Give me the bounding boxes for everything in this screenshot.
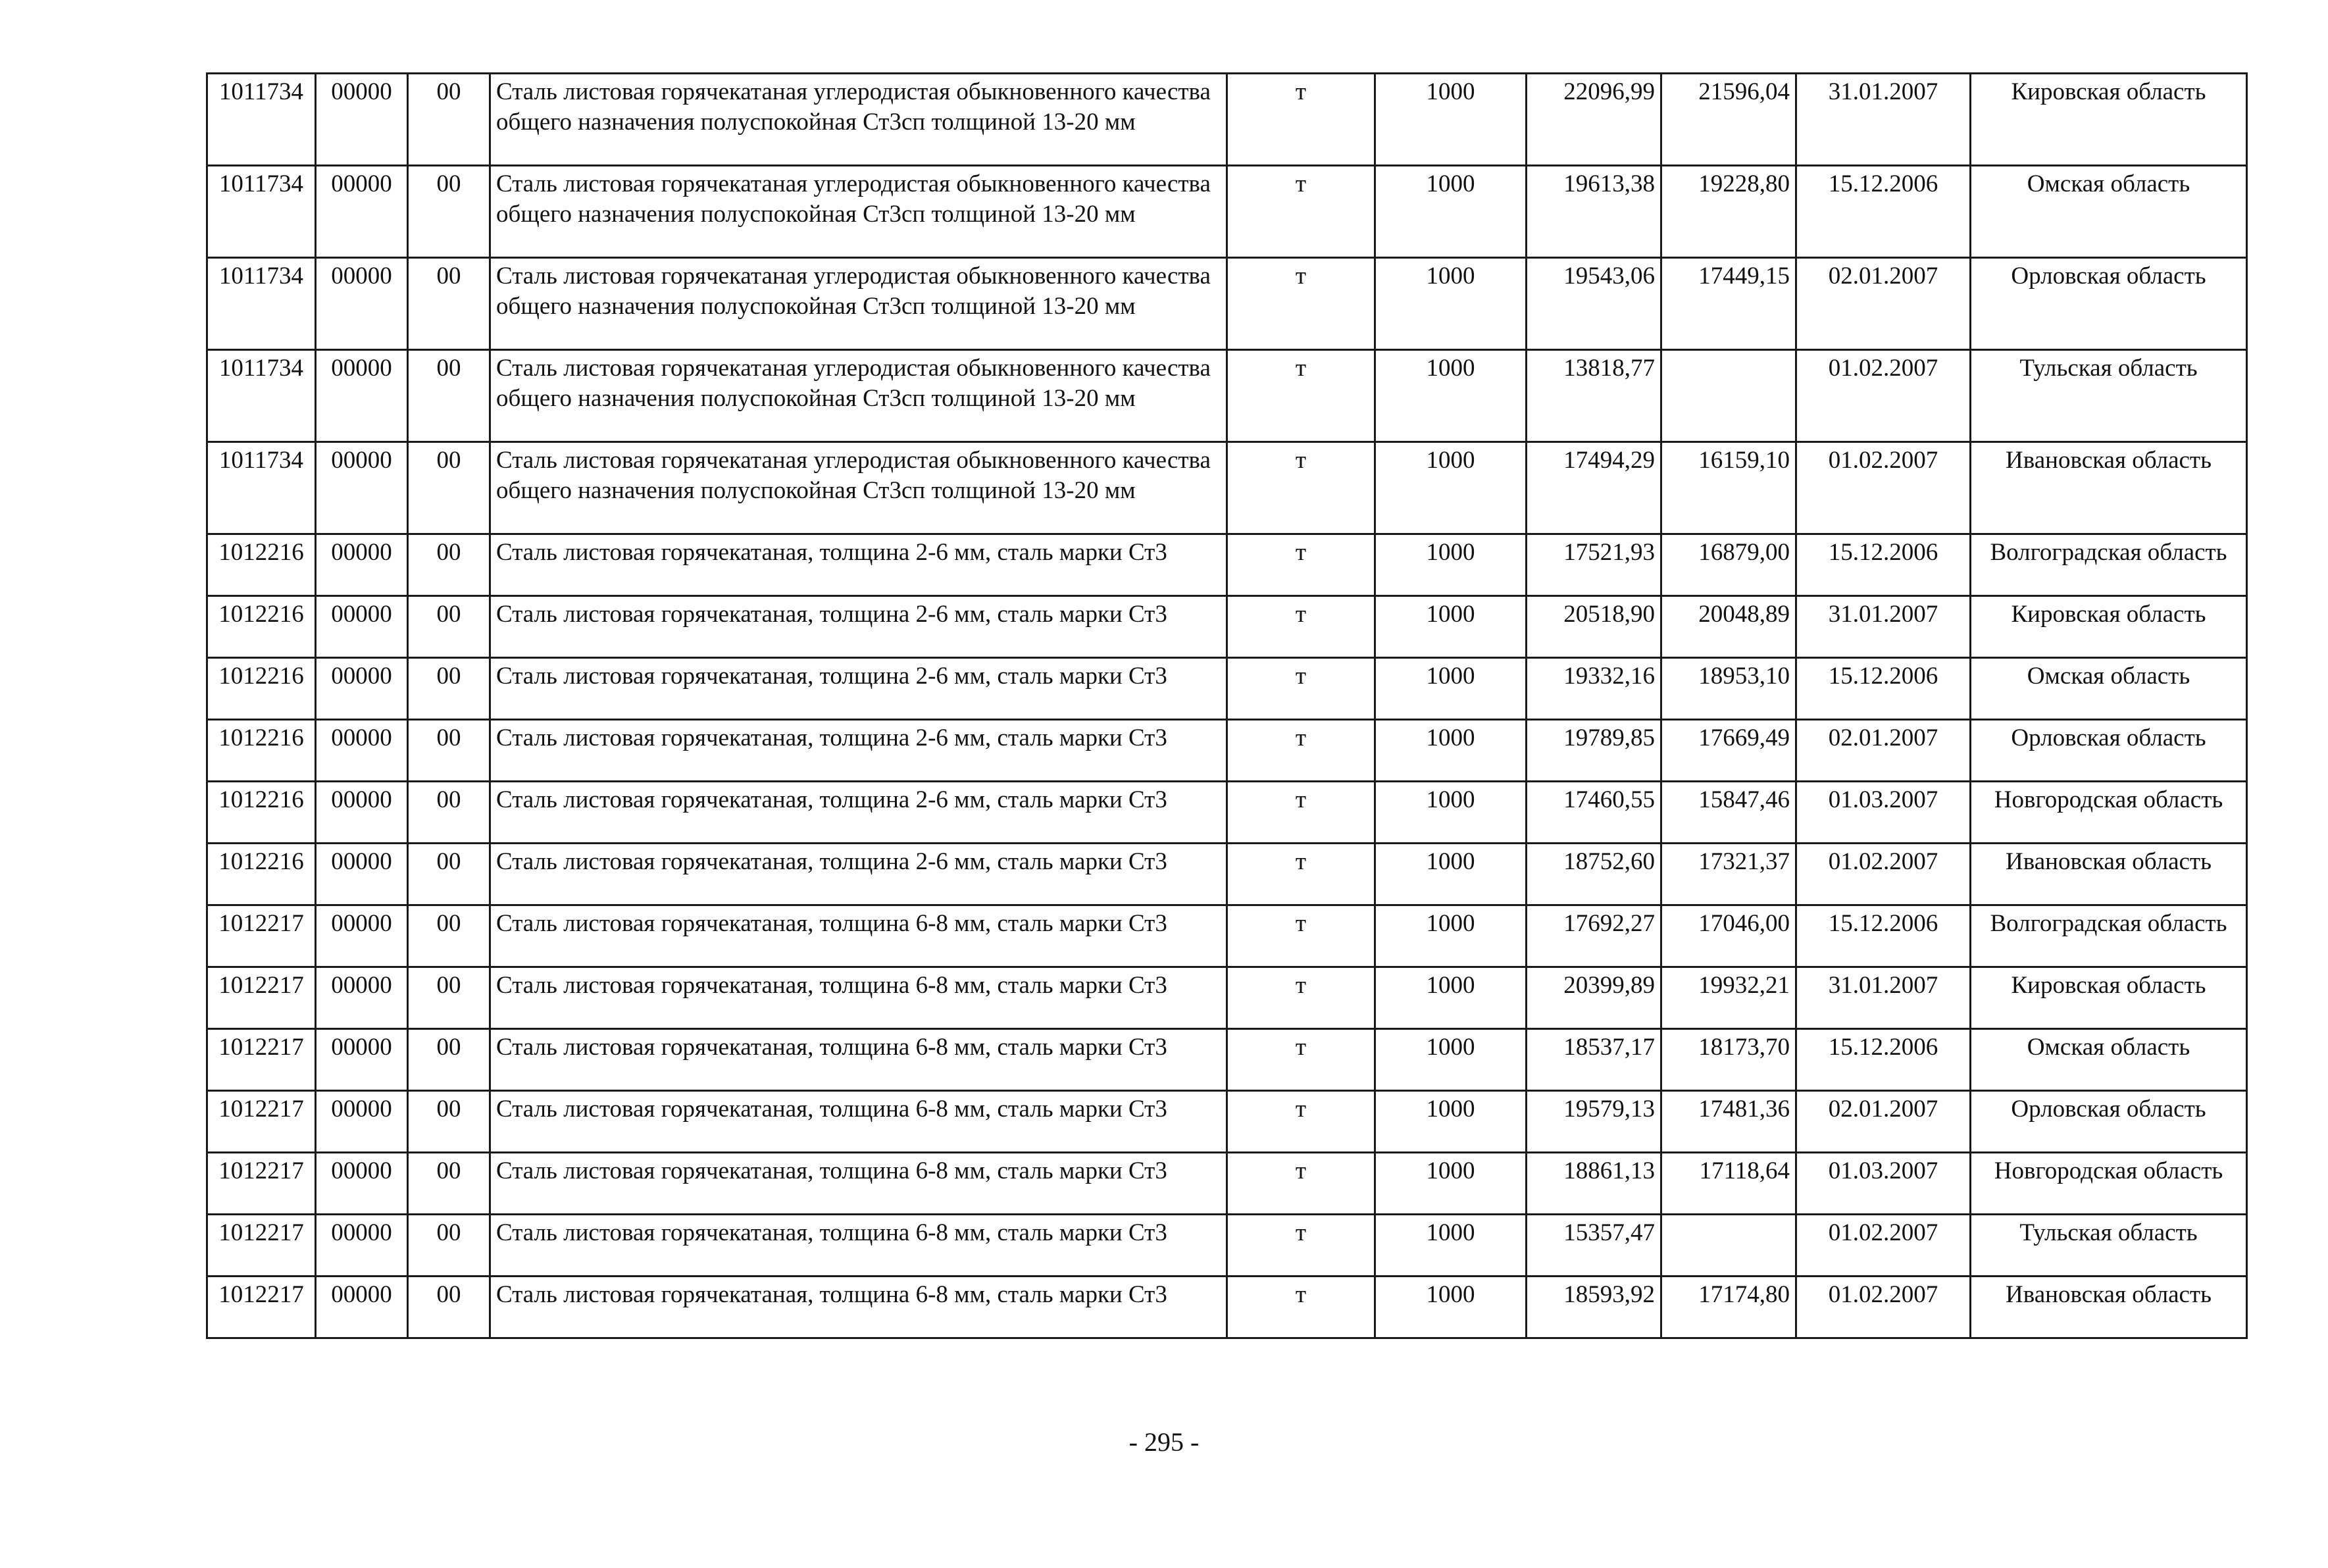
product-code-cell: 1012217: [207, 1277, 316, 1338]
region-cell: Кировская область: [1971, 74, 2247, 166]
price-2-cell: 19932,21: [1661, 967, 1796, 1029]
subcode-cell: 00000: [316, 720, 408, 782]
unit-cell: т: [1227, 844, 1375, 905]
product-code-cell: 1012217: [207, 905, 316, 967]
region-cell: Омская область: [1971, 166, 2247, 258]
quantity-cell: 1000: [1375, 350, 1527, 442]
unit-cell: т: [1227, 905, 1375, 967]
unit-cell: т: [1227, 74, 1375, 166]
price-1-cell: 20399,89: [1527, 967, 1661, 1029]
product-code-cell: 1012217: [207, 1153, 316, 1215]
price-table: [206, 72, 2248, 1339]
region-cell: Волгоградская область: [1971, 534, 2247, 596]
table-row: [207, 350, 2247, 442]
price-2-cell: 17118,64: [1661, 1153, 1796, 1215]
extension-code-cell: 00: [408, 1029, 490, 1091]
table-row: [207, 1277, 2247, 1338]
extension-code-cell: 00: [408, 74, 490, 166]
unit-cell: т: [1227, 534, 1375, 596]
subcode-cell: 00000: [316, 1277, 408, 1338]
table-row: [207, 258, 2247, 350]
quantity-cell: 1000: [1375, 658, 1527, 720]
table-row: [207, 1215, 2247, 1277]
date-cell: 01.03.2007: [1796, 1153, 1971, 1215]
table-row: [207, 166, 2247, 258]
region-cell: Новгородская область: [1971, 1153, 2247, 1215]
product-code-cell: 1012216: [207, 596, 316, 658]
subcode-cell: 00000: [316, 534, 408, 596]
price-1-cell: 17521,93: [1527, 534, 1661, 596]
date-cell: 15.12.2006: [1796, 658, 1971, 720]
product-name-cell: Сталь листовая горячекатаная, толщина 6-8 мм, сталь марки Ст3: [490, 1091, 1227, 1153]
region-cell: Омская область: [1971, 658, 2247, 720]
product-name-cell: Сталь листовая горячекатаная, толщина 6-8 мм, сталь марки Ст3: [490, 1029, 1227, 1091]
quantity-cell: 1000: [1375, 844, 1527, 905]
extension-code-cell: 00: [408, 596, 490, 658]
product-code-cell: 1012216: [207, 720, 316, 782]
extension-code-cell: 00: [408, 720, 490, 782]
subcode-cell: 00000: [316, 596, 408, 658]
product-code-cell: 1011734: [207, 442, 316, 534]
price-2-cell: 16159,10: [1661, 442, 1796, 534]
product-name-cell: Сталь листовая горячекатаная, толщина 2-6 мм, сталь марки Ст3: [490, 534, 1227, 596]
unit-cell: т: [1227, 1215, 1375, 1277]
table-row: [207, 1153, 2247, 1215]
price-table-body: [207, 74, 2247, 1338]
product-code-cell: 1012216: [207, 658, 316, 720]
subcode-cell: 00000: [316, 258, 408, 350]
unit-cell: т: [1227, 720, 1375, 782]
price-2-cell: 21596,04: [1661, 74, 1796, 166]
product-name-cell: Сталь листовая горячекатаная, толщина 6-8 мм, сталь марки Ст3: [490, 967, 1227, 1029]
region-cell: Орловская область: [1971, 720, 2247, 782]
table-row: [207, 658, 2247, 720]
quantity-cell: 1000: [1375, 720, 1527, 782]
quantity-cell: 1000: [1375, 905, 1527, 967]
date-cell: 01.03.2007: [1796, 782, 1971, 844]
extension-code-cell: 00: [408, 782, 490, 844]
product-name-cell: Сталь листовая горячекатаная углеродистая обыкновенного качества общего назначения полуспокойная Ст3сп толщиной 13-20 мм: [490, 166, 1227, 258]
quantity-cell: 1000: [1375, 596, 1527, 658]
table-row: [207, 1029, 2247, 1091]
region-cell: Тульская область: [1971, 1215, 2247, 1277]
extension-code-cell: 00: [408, 1153, 490, 1215]
date-cell: 15.12.2006: [1796, 534, 1971, 596]
subcode-cell: 00000: [316, 1153, 408, 1215]
price-1-cell: 17460,55: [1527, 782, 1661, 844]
date-cell: 01.02.2007: [1796, 1277, 1971, 1338]
date-cell: 01.02.2007: [1796, 1215, 1971, 1277]
quantity-cell: 1000: [1375, 534, 1527, 596]
price-2-cell: 17321,37: [1661, 844, 1796, 905]
table-row: [207, 534, 2247, 596]
region-cell: Ивановская область: [1971, 1277, 2247, 1338]
price-2-cell: 19228,80: [1661, 166, 1796, 258]
product-name-cell: Сталь листовая горячекатаная углеродистая обыкновенного качества общего назначения полуспокойная Ст3сп толщиной 13-20 мм: [490, 442, 1227, 534]
table-row: [207, 782, 2247, 844]
product-code-cell: 1012217: [207, 1215, 316, 1277]
quantity-cell: 1000: [1375, 258, 1527, 350]
date-cell: 02.01.2007: [1796, 1091, 1971, 1153]
product-name-cell: Сталь листовая горячекатаная, толщина 6-8 мм, сталь марки Ст3: [490, 1153, 1227, 1215]
date-cell: 02.01.2007: [1796, 720, 1971, 782]
table-row: [207, 967, 2247, 1029]
price-1-cell: 18752,60: [1527, 844, 1661, 905]
unit-cell: т: [1227, 258, 1375, 350]
product-name-cell: Сталь листовая горячекатаная, толщина 2-6 мм, сталь марки Ст3: [490, 782, 1227, 844]
date-cell: 01.02.2007: [1796, 844, 1971, 905]
extension-code-cell: 00: [408, 534, 490, 596]
table-row: [207, 905, 2247, 967]
date-cell: 01.02.2007: [1796, 442, 1971, 534]
price-1-cell: 18537,17: [1527, 1029, 1661, 1091]
region-cell: Ивановская область: [1971, 442, 2247, 534]
quantity-cell: 1000: [1375, 1153, 1527, 1215]
subcode-cell: 00000: [316, 74, 408, 166]
price-2-cell: [1661, 1215, 1796, 1277]
product-code-cell: 1012216: [207, 844, 316, 905]
region-cell: Ивановская область: [1971, 844, 2247, 905]
date-cell: 02.01.2007: [1796, 258, 1971, 350]
subcode-cell: 00000: [316, 658, 408, 720]
price-1-cell: 19579,13: [1527, 1091, 1661, 1153]
extension-code-cell: 00: [408, 905, 490, 967]
unit-cell: т: [1227, 967, 1375, 1029]
extension-code-cell: 00: [408, 166, 490, 258]
quantity-cell: 1000: [1375, 74, 1527, 166]
price-1-cell: 18593,92: [1527, 1277, 1661, 1338]
product-code-cell: 1011734: [207, 350, 316, 442]
product-code-cell: 1012216: [207, 782, 316, 844]
table-row: [207, 720, 2247, 782]
subcode-cell: 00000: [316, 844, 408, 905]
unit-cell: т: [1227, 1091, 1375, 1153]
product-code-cell: 1011734: [207, 166, 316, 258]
price-1-cell: 17494,29: [1527, 442, 1661, 534]
extension-code-cell: 00: [408, 844, 490, 905]
price-1-cell: 13818,77: [1527, 350, 1661, 442]
unit-cell: т: [1227, 1029, 1375, 1091]
subcode-cell: 00000: [316, 905, 408, 967]
price-1-cell: 19789,85: [1527, 720, 1661, 782]
quantity-cell: 1000: [1375, 1029, 1527, 1091]
region-cell: Тульская область: [1971, 350, 2247, 442]
unit-cell: т: [1227, 1153, 1375, 1215]
price-1-cell: 22096,99: [1527, 74, 1661, 166]
unit-cell: т: [1227, 596, 1375, 658]
price-1-cell: 18861,13: [1527, 1153, 1661, 1215]
region-cell: Орловская область: [1971, 1091, 2247, 1153]
price-2-cell: 17481,36: [1661, 1091, 1796, 1153]
region-cell: Кировская область: [1971, 967, 2247, 1029]
product-name-cell: Сталь листовая горячекатаная, толщина 6-8 мм, сталь марки Ст3: [490, 905, 1227, 967]
unit-cell: т: [1227, 166, 1375, 258]
table-row: [207, 844, 2247, 905]
price-1-cell: 15357,47: [1527, 1215, 1661, 1277]
unit-cell: т: [1227, 350, 1375, 442]
quantity-cell: 1000: [1375, 1215, 1527, 1277]
table-row: [207, 74, 2247, 166]
region-cell: Кировская область: [1971, 596, 2247, 658]
subcode-cell: 00000: [316, 1029, 408, 1091]
subcode-cell: 00000: [316, 1215, 408, 1277]
date-cell: 31.01.2007: [1796, 74, 1971, 166]
product-code-cell: 1012217: [207, 967, 316, 1029]
date-cell: 15.12.2006: [1796, 905, 1971, 967]
quantity-cell: 1000: [1375, 967, 1527, 1029]
price-2-cell: 17046,00: [1661, 905, 1796, 967]
product-name-cell: Сталь листовая горячекатаная, толщина 2-6 мм, сталь марки Ст3: [490, 596, 1227, 658]
subcode-cell: 00000: [316, 1091, 408, 1153]
product-name-cell: Сталь листовая горячекатаная, толщина 2-6 мм, сталь марки Ст3: [490, 658, 1227, 720]
price-1-cell: 19543,06: [1527, 258, 1661, 350]
price-2-cell: 17669,49: [1661, 720, 1796, 782]
price-1-cell: 20518,90: [1527, 596, 1661, 658]
table-row: [207, 1091, 2247, 1153]
extension-code-cell: 00: [408, 658, 490, 720]
price-2-cell: 15847,46: [1661, 782, 1796, 844]
date-cell: 31.01.2007: [1796, 596, 1971, 658]
region-cell: Новгородская область: [1971, 782, 2247, 844]
subcode-cell: 00000: [316, 782, 408, 844]
price-2-cell: 18953,10: [1661, 658, 1796, 720]
extension-code-cell: 00: [408, 967, 490, 1029]
extension-code-cell: 00: [408, 258, 490, 350]
extension-code-cell: 00: [408, 442, 490, 534]
quantity-cell: 1000: [1375, 166, 1527, 258]
date-cell: 15.12.2006: [1796, 1029, 1971, 1091]
date-cell: 31.01.2007: [1796, 967, 1971, 1029]
unit-cell: т: [1227, 658, 1375, 720]
product-code-cell: 1012216: [207, 534, 316, 596]
quantity-cell: 1000: [1375, 442, 1527, 534]
quantity-cell: 1000: [1375, 1091, 1527, 1153]
extension-code-cell: 00: [408, 1277, 490, 1338]
product-code-cell: 1012217: [207, 1029, 316, 1091]
product-code-cell: 1012217: [207, 1091, 316, 1153]
product-name-cell: Сталь листовая горячекатаная, толщина 2-6 мм, сталь марки Ст3: [490, 844, 1227, 905]
product-name-cell: Сталь листовая горячекатаная, толщина 2-6 мм, сталь марки Ст3: [490, 720, 1227, 782]
extension-code-cell: 00: [408, 350, 490, 442]
region-cell: Орловская область: [1971, 258, 2247, 350]
table-row: [207, 442, 2247, 534]
extension-code-cell: 00: [408, 1215, 490, 1277]
region-cell: Омская область: [1971, 1029, 2247, 1091]
unit-cell: т: [1227, 782, 1375, 844]
price-2-cell: 17174,80: [1661, 1277, 1796, 1338]
subcode-cell: 00000: [316, 442, 408, 534]
subcode-cell: 00000: [316, 350, 408, 442]
product-name-cell: Сталь листовая горячекатаная, толщина 6-8 мм, сталь марки Ст3: [490, 1215, 1227, 1277]
product-name-cell: Сталь листовая горячекатаная, толщина 6-8 мм, сталь марки Ст3: [490, 1277, 1227, 1338]
unit-cell: т: [1227, 442, 1375, 534]
price-2-cell: 18173,70: [1661, 1029, 1796, 1091]
quantity-cell: 1000: [1375, 782, 1527, 844]
date-cell: 15.12.2006: [1796, 166, 1971, 258]
date-cell: 01.02.2007: [1796, 350, 1971, 442]
page-number: - 295 -: [1128, 1427, 1200, 1457]
price-1-cell: 17692,27: [1527, 905, 1661, 967]
price-2-cell: 17449,15: [1661, 258, 1796, 350]
unit-cell: т: [1227, 1277, 1375, 1338]
extension-code-cell: 00: [408, 1091, 490, 1153]
product-code-cell: 1011734: [207, 74, 316, 166]
product-code-cell: 1011734: [207, 258, 316, 350]
price-2-cell: [1661, 350, 1796, 442]
price-1-cell: 19332,16: [1527, 658, 1661, 720]
region-cell: Волгоградская область: [1971, 905, 2247, 967]
price-1-cell: 19613,38: [1527, 166, 1661, 258]
subcode-cell: 00000: [316, 166, 408, 258]
subcode-cell: 00000: [316, 967, 408, 1029]
quantity-cell: 1000: [1375, 1277, 1527, 1338]
product-name-cell: Сталь листовая горячекатаная углеродистая обыкновенного качества общего назначения полуспокойная Ст3сп толщиной 13-20 мм: [490, 74, 1227, 166]
table-row: [207, 596, 2247, 658]
price-2-cell: 16879,00: [1661, 534, 1796, 596]
product-name-cell: Сталь листовая горячекатаная углеродистая обыкновенного качества общего назначения полуспокойная Ст3сп толщиной 13-20 мм: [490, 258, 1227, 350]
product-name-cell: Сталь листовая горячекатаная углеродистая обыкновенного качества общего назначения полуспокойная Ст3сп толщиной 13-20 мм: [490, 350, 1227, 442]
price-2-cell: 20048,89: [1661, 596, 1796, 658]
